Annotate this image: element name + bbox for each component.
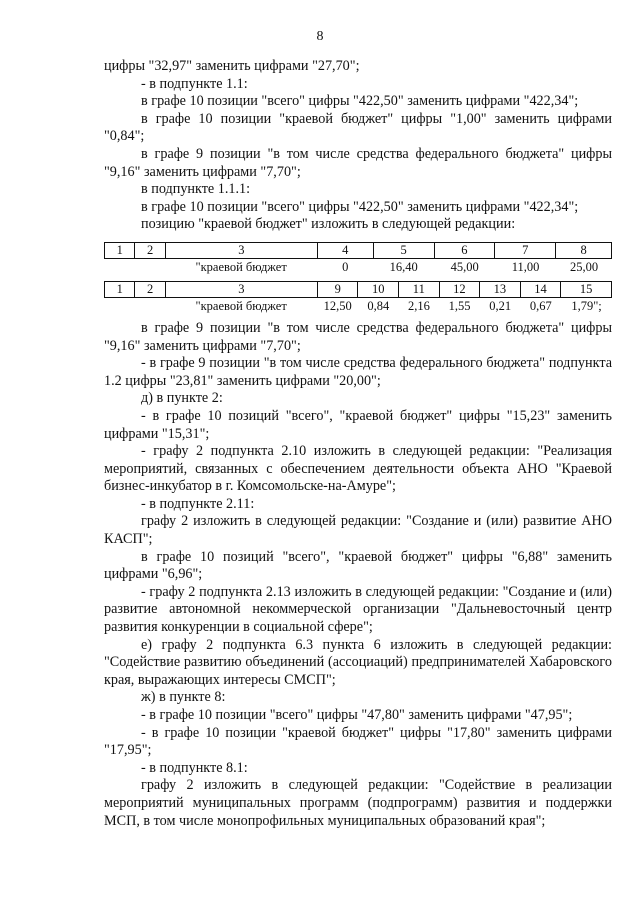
table2-header-cell: 3 [165,281,317,297]
table2-value-cell: 12,50 [323,298,352,313]
paragraph: в графе 10 позиции "краевой бюджет" цифры "1,00" заменить цифрами "0,84"; [104,110,612,145]
table1-value-cell: 16,40 [389,259,418,274]
table1-header-cell: 6 [434,242,495,258]
table1-value-cell: "краевой бюджет [195,259,287,274]
table2-value-cell [134,298,164,315]
paragraph: - в подпункте 8.1: [141,759,248,776]
document-body [104,58,612,830]
table2-header [104,281,612,298]
table1-value-cell: 45,00 [450,259,479,274]
table2-value-cell: 1,79"; [571,298,602,313]
paragraph: ж) в пункте 8: [141,689,226,706]
table1-header-cell: 3 [165,242,317,258]
paragraph: позицию "краевой бюджет" изложить в следующей редакции: [141,216,516,233]
paragraph: в подпункте 1.1.1: [141,181,251,198]
table2-value-cell: 0,21 [489,298,512,313]
table2-values [104,298,612,315]
table1-header-cell: 5 [373,242,434,258]
paragraph: графу 2 изложить в следующей редакции: "Создание и (или) развитие АНО КАСП"; [104,513,612,548]
table1-value-cell: 0 [342,259,349,274]
paragraph: графу 2 изложить в следующей редакции: "Содействие в реализации мероприятий муниципальных программ (подпрограмм) развития и поддержки МСП, в том числе монопрофильных муниципальных образований края"; [104,777,612,829]
table2-header-cell: 12 [439,281,480,297]
table1-value-cell [104,259,134,276]
table2-header-cell: 15 [561,281,612,297]
paragraph: цифры "32,97" заменить цифрами "27,70"; [104,58,360,74]
table1-values [104,259,612,276]
paragraph: - в графе 9 позиции "в том числе средства федерального бюджета" подпункта 1.2 цифры "23,81" заменить цифрами "20,00"; [104,355,612,389]
table1-header-cell: 4 [317,242,373,258]
table1-value-cell [134,259,164,276]
table2-value-cell: 0,67 [529,298,552,313]
table1-header-cell: 8 [556,242,612,258]
table2-header-cell: 13 [480,281,521,297]
table2-value-cell: "краевой бюджет [195,298,287,313]
paragraph: - графу 2 подпункта 2.10 изложить в следующей редакции: "Реализация мероприятий, связанных с обеспечением деятельности объекта АНО "Краевой бизнес-инкубатор в г. Комсомольске-на-Амуре"; [104,443,612,495]
paragraph: - в графе 10 позиций "всего", "краевой бюджет" цифры "15,23" заменить цифрами "15,31"; [104,407,612,442]
table1-value-cell: 11,00 [511,259,540,274]
table2-header-cell: 10 [358,281,399,297]
table2-header-cell: 11 [399,281,440,297]
paragraph: в графе 10 позиции "всего" цифры "422,50" заменить цифрами "422,34"; [141,93,579,110]
table1-value-cell: 25,00 [569,259,599,274]
paragraph: - в графе 10 позиции "всего" цифры "47,80" заменить цифрами "47,95"; [141,707,573,723]
paragraph: в графе 10 позиций "всего", "краевой бюджет" цифры "6,88" заменить цифрами "6,96"; [104,548,612,583]
table2-value-cell: 2,16 [407,298,430,313]
paragraph: в графе 9 позиции "в том числе средства федерального бюджета" цифры "9,16" заменить цифрами "7,70"; [104,145,612,180]
table1-header-cell: 1 [105,242,135,258]
table1-header-cell: 2 [135,242,165,258]
paragraph: в графе 9 позиции "в том числе средства федерального бюджета" цифры "9,16" заменить цифрами "7,70"; [104,319,612,354]
table2-header-cell: 9 [317,281,358,297]
table2-value-cell: 0,84 [367,298,390,313]
paragraph: е) графу 2 подпункта 6.3 пункта 6 изложить в следующей редакции: "Содействие развитию объединений (ассоциаций) предпринимателей Хабаровского края, выражающих интересы СМСП"; [104,636,612,688]
table2-value-cell: 1,55 [448,298,471,313]
paragraph: - в подпункте 2.11: [141,495,255,512]
table2-header-cell: 2 [135,281,165,297]
table2-header-cell: 1 [105,281,135,297]
paragraph: - в графе 10 позиции "краевой бюджет" цифры "17,80" заменить цифрами "17,95"; [104,724,612,759]
paragraph: - графу 2 подпункта 2.13 изложить в следующей редакции: "Создание и (или) развитие автономной некоммерческой организации "Дальневосточный центр развития конкуренции в социальной сфере"; [104,583,612,636]
page-number: 8 [316,29,324,44]
table2-value-cell [104,298,134,315]
paragraph: - в подпункте 1.1: [141,75,248,92]
paragraph: д) в пункте 2: [141,390,223,407]
table2-header-cell: 14 [520,281,561,297]
table1-header-cell: 7 [495,242,556,258]
paragraph: в графе 10 позиции "всего" цифры "422,50" заменить цифрами "422,34"; [141,198,579,215]
table1-header [104,242,612,259]
